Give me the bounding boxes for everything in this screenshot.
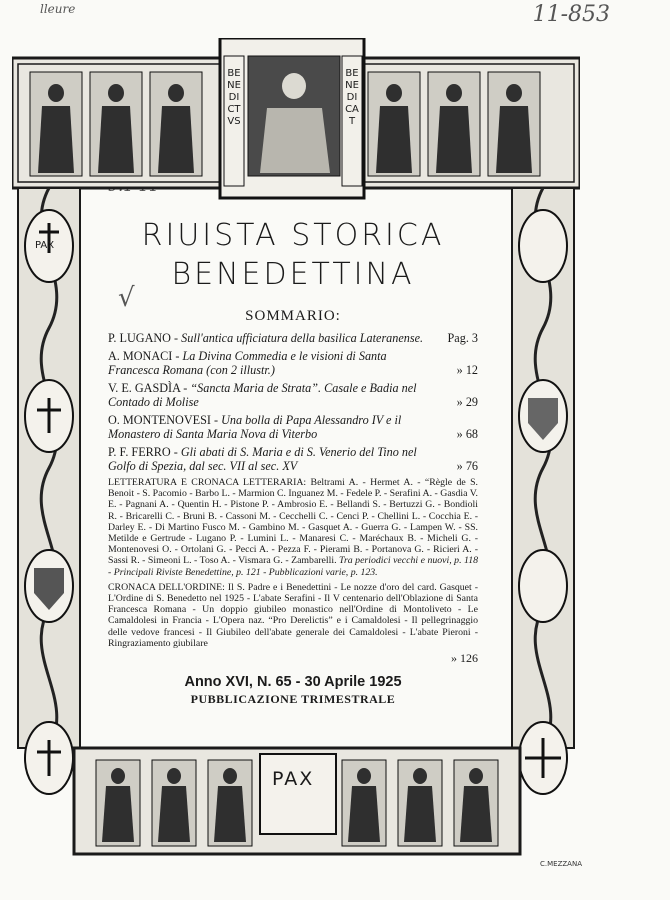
handwritten-note-top-left: lleure [40, 2, 76, 16]
entry-page: » 29 [456, 395, 478, 409]
letteratura-heading: LETTERATURA E CRONACA LETTERARIA: [108, 477, 307, 488]
entry-page: » 68 [456, 427, 478, 441]
cronaca-text: Il S. Padre e i Benedettini - Le nozze d'oro del card. Gasquet - L'Ordine di S. Benedetto nel 1925 - L'abate Serafini - Il V centenario dell'Oblazione di Santa Francesca Romana - Un doppio giubileo monastico nell'Ordine di Montoliveto - Le Camaldolesi in Francia - L'Opera naz. “Pro Derelictis” e i Camaldolesi - Il pellegrinaggio delle vedove francesi - Il Giubileo dell'abate generale dei Camaldolesi - L'abate Pieroni - Ringraziamento giubilare [108, 581, 479, 649]
cronaca-heading: CRONACA DELL'ORDINE: [108, 581, 225, 593]
cronaca-page: » 126 [451, 651, 478, 666]
cronaca-section [108, 582, 478, 649]
letteratura-text: Beltrami A. - Hermet A. - “Règle de S. Benoit - S. Pacomio - Barbo L. - Marmion C. Inguanez M. - Fedele P. - Serafini A. - Gasdia V. E. - Pagnani A. - Quentin H. - Pistone P. - Ambrosio E. - Bellandi S. - Bertuzzi G. - Bondioli R. - Bricarelli C. - Bruni B. - Cassoni M. - Cecchelli C. - Cenci P. - Chellini L. - Cocchia E. - Darley E. - Di Martino Fusco M. - Gambino M. - Gasquet A. - Guerra G. - Lampen W. - SS. Metilde e Gertrude - Lugano P. - Lumini L. - Manaresi C. - Maréchaux B. - Micheli G. - Montenovesi O. - Ortolani G. - Pecci A. - Pezza F. - Pierami B. - Portanova G. - Ricieri A. - Sassi R. - Simeoni L. - Toso A. - Vismara G. - Zambarelli. [108, 477, 478, 567]
entry-author: P. F. FERRO [108, 445, 171, 459]
publication-frequency: PUBBLICAZIONE TRIMESTRALE [190, 692, 396, 707]
entry-title: Sull'antica ufficiatura della basilica Lateranense. [181, 331, 424, 345]
entry-author: A. MONACI [108, 349, 173, 363]
pax-medallion-text: PAX [35, 240, 55, 251]
sommario-heading: SOMMARIO: [245, 308, 341, 324]
entry-author: V. E. GASDÌA [108, 381, 181, 395]
entry-title: La Divina Commedia e le visioni di Santa Francesca Romana (con 2 illustr.) [108, 349, 387, 377]
entry-title: Una bolla di Papa Alessandro IV e il Monastero di Santa Maria Nova di Viterbo [108, 413, 402, 441]
entry-page: Pag. 3 [447, 331, 478, 345]
pax-shield-text: PAX [272, 768, 315, 790]
entry-title: “Sancta Maria de Strata”. Casale e Badia nel Contado di Molise [108, 381, 417, 409]
journal-title-line1: RIUISTA STORICA [141, 218, 445, 253]
entry-title: Gli abati di S. Maria e di S. Venerio del Tino nel Golfo di Spezia, dal sec. VII al sec. XV [108, 445, 417, 473]
entry-page: » 76 [456, 459, 478, 473]
toc-entry: O. MONTENOVESI - Una bolla di Papa Alessandro IV e il Monastero di Santa Maria Nova di Viterbo » 68 [108, 413, 478, 441]
artist-signature: C.MEZZANA [540, 860, 582, 868]
toc-entry: V. E. GASDÌA - “Sancta Maria de Strata”. Casale e Badia nel Contado di Molise » 29 [108, 381, 478, 409]
banner-left-vertical-text: BENEDICTVS [227, 68, 241, 127]
handwritten-shelfmark: 11-853 [532, 2, 610, 27]
entry-author: P. LUGANO [108, 331, 171, 345]
toc-entry: A. MONACI - La Divina Commedia e le visioni di Santa Francesca Romana (con 2 illustr.) » 12 [108, 349, 478, 377]
journal-title-line2: BENEDETTINA [171, 257, 415, 292]
letteratura-italic: Tra periodici vecchi e nuovi, p. 118 - Principali Riviste Benedettine, p. 121 - Pubblicazioni varie, p. 123. [108, 555, 479, 578]
toc-entry: P. F. FERRO - Gli abati di S. Maria e di S. Venerio del Tino nel Golfo di Spezia, dal sec. VII al sec. XV » 76 [108, 445, 478, 473]
letteratura-section [108, 477, 478, 578]
entry-author: O. MONTENOVESI [108, 413, 211, 427]
toc-entry: P. LUGANO - Sull'antica ufficiatura della basilica Lateranense. Pag. 3 [108, 331, 478, 345]
entry-page: » 12 [456, 363, 478, 377]
banner-right-vertical-text: BENEDICAT [345, 68, 359, 127]
handwritten-checkmark: √ [118, 283, 135, 313]
cover-content [108, 200, 478, 720]
issue-info: Anno XVI, N. 65 - 30 Aprile 1925 [184, 674, 402, 691]
